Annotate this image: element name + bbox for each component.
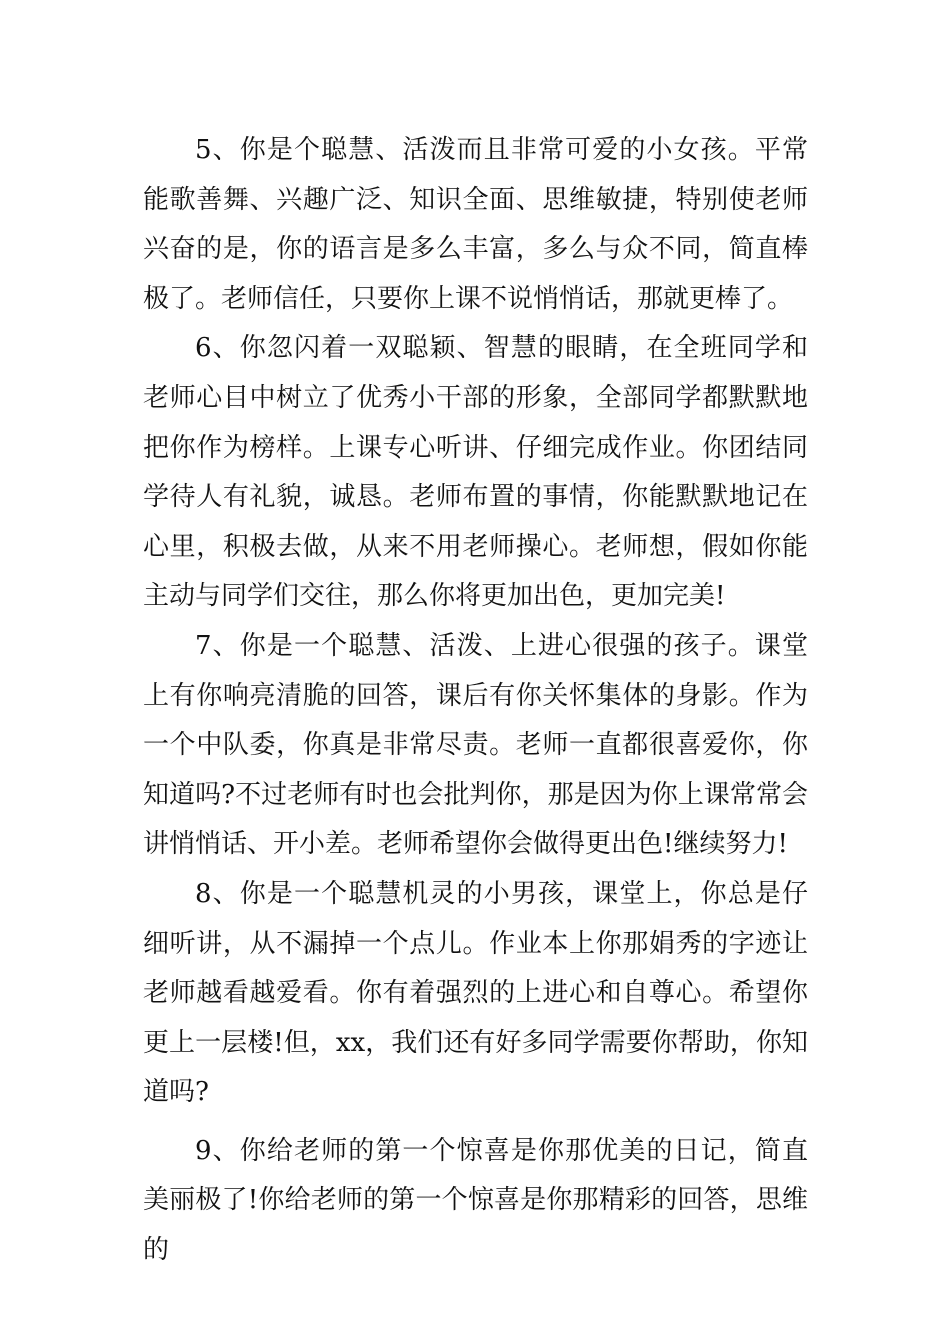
paragraph-5: 5、你是个聪慧、活泼而且非常可爱的小女孩。平常能歌善舞、兴趣广泛、知识全面、思维敏捷，特别使老师兴奋的是，你的语言是多么丰富，多么与众不同，简直棒极了。老师信任，只要你上课不说悄悄话，那就更棒了。: [143, 135, 808, 314]
paragraph-8: 8、你是一个聪慧机灵的小男孩，课堂上，你总是仔细听讲，从不漏掉一个点儿。作业本上你那娟秀的字迹让老师越看越爱看。你有着强烈的上进心和自尊心。希望你更上一层楼!但，xx，我们还有好多同学需要你帮助，你知道吗?: [143, 878, 808, 1108]
document-body: [143, 126, 808, 1276]
paragraph-7: 7、你是一个聪慧、活泼、上进心很强的孩子。课堂上有你响亮清脆的回答，课后有你关怀集体的身影。作为一个中队委，你真是非常尽责。老师一直都很喜爱你，你知道吗?不过老师有时也会批判你，那是因为你上课常常会讲悄悄话、开小差。老师希望你会做得更出色!继续努力!: [143, 630, 808, 860]
paragraph-9: 9、你给老师的第一个惊喜是你那优美的日记，简直美丽极了!你给老师的第一个惊喜是你那精彩的回答，思维的: [143, 1135, 808, 1266]
paragraph-6: 6、你忽闪着一双聪颖、智慧的眼睛，在全班同学和老师心目中树立了优秀小干部的形象，全部同学都默默地把你作为榜样。上课专心听讲、仔细完成作业。你团结同学待人有礼貌，诚恳。老师布置的事情，你能默默地记在心里，积极去做，从来不用老师操心。老师想，假如你能主动与同学们交往，那么你将更加出色，更加完美!: [143, 333, 808, 612]
